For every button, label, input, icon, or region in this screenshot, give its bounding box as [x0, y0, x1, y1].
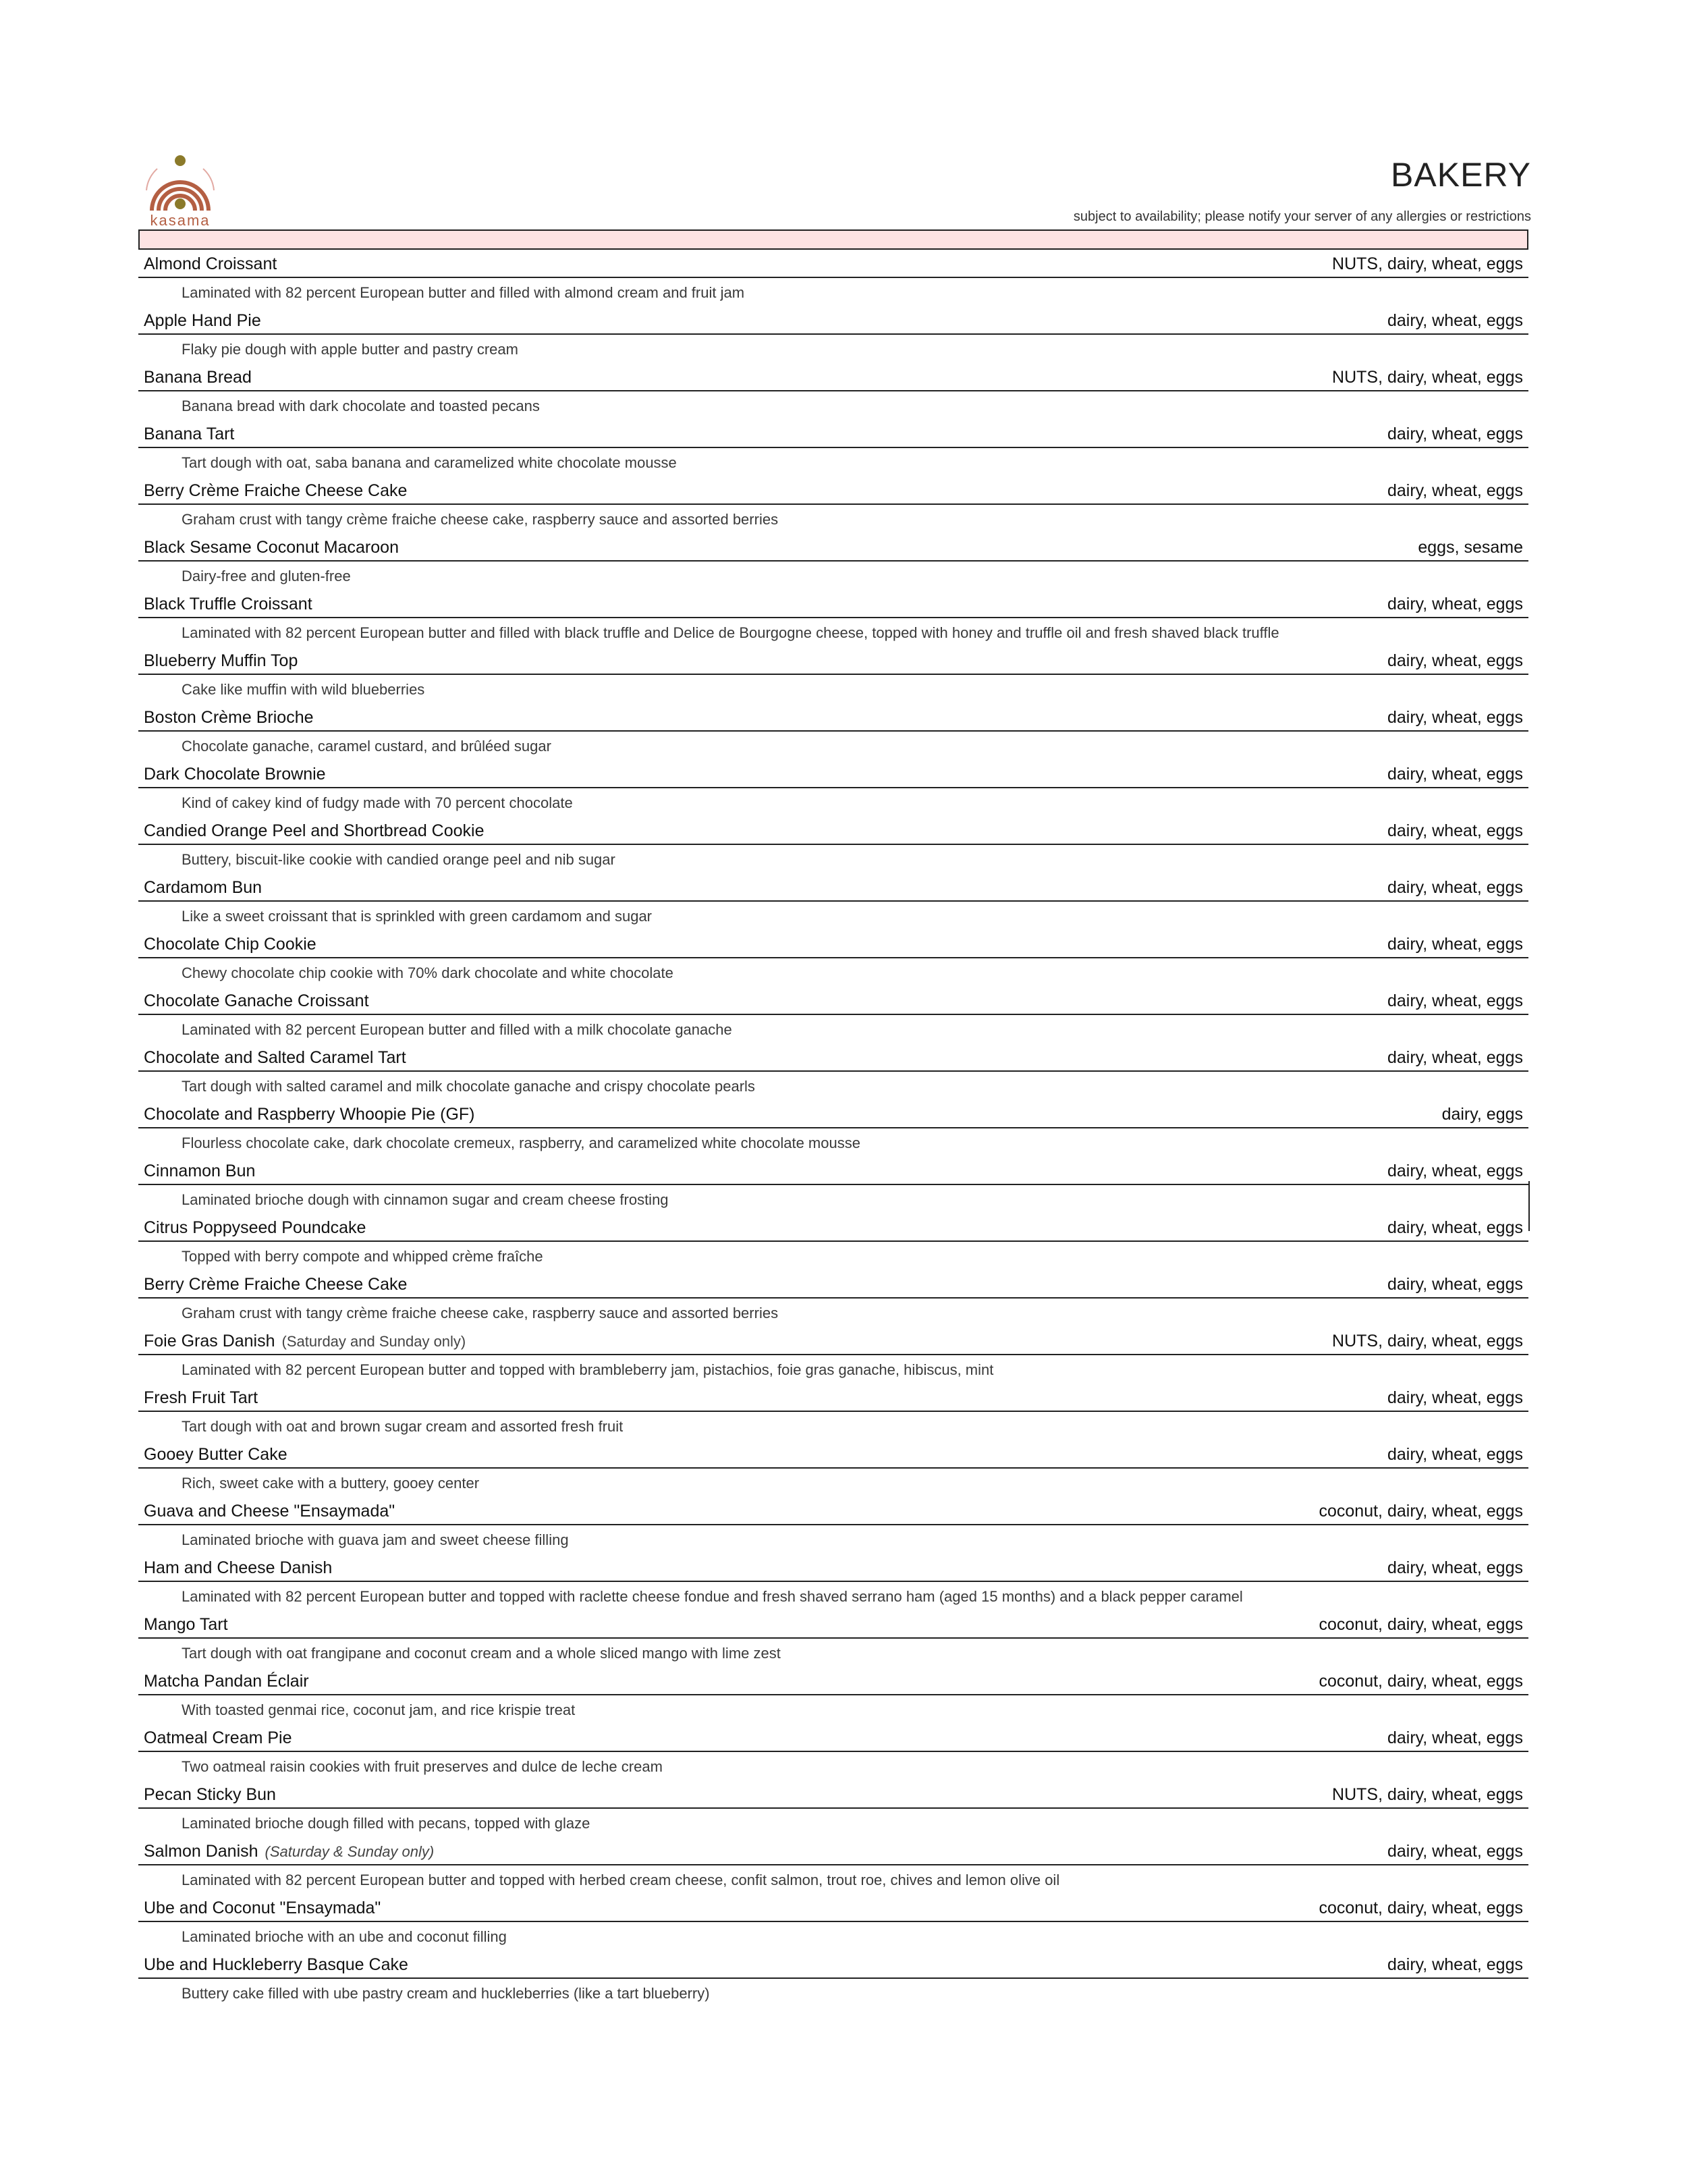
menu-item-title [144, 425, 234, 444]
menu-item-description: Two oatmeal raisin cookies with fruit preserves and dulce de leche cream [182, 1758, 663, 1775]
menu-item [138, 1612, 1528, 1668]
menu-item-name: Citrus Poppyseed Poundcake [144, 1218, 366, 1237]
menu-item-row [138, 1668, 1528, 1695]
page-title: BAKERY [1391, 156, 1531, 194]
menu-item-description: Like a sweet croissant that is sprinkled with green cardamom and sugar [182, 908, 653, 925]
menu-item-title [144, 368, 252, 387]
menu-item-title [144, 1672, 309, 1691]
rainbow-logo-icon [145, 150, 215, 212]
menu-item-row [138, 875, 1528, 902]
menu-item-name: Pecan Sticky Bun [144, 1784, 276, 1804]
menu-item-row [138, 1498, 1528, 1525]
menu-item-description: Laminated with 82 percent European butter and topped with herbed cream cheese, confit salmon, trout roe, chives and lemon olive oil [182, 1872, 1060, 1888]
menu-item-row [138, 1101, 1528, 1128]
menu-item-allergens: dairy, wheat, eggs [1387, 651, 1523, 670]
menu-item-allergens: coconut, dairy, wheat, eggs [1319, 1614, 1523, 1634]
menu-item [138, 1328, 1528, 1385]
menu-item [138, 705, 1528, 761]
menu-item-allergens: dairy, wheat, eggs [1387, 1047, 1523, 1067]
menu-item-name: Cinnamon Bun [144, 1161, 256, 1180]
menu-item [138, 1498, 1528, 1555]
menu-item-description: Banana bread with dark chocolate and toasted pecans [182, 398, 540, 414]
menu-item [138, 478, 1528, 535]
menu-item-row [138, 818, 1528, 845]
menu-item-title [144, 1502, 395, 1521]
menu-item-title [144, 1162, 255, 1181]
menu-item-row [138, 931, 1528, 958]
menu-item-row [138, 705, 1528, 732]
menu-item [138, 1555, 1528, 1612]
menu-item-name: Matcha Pandan Éclair [144, 1671, 309, 1691]
menu-item [138, 761, 1528, 818]
menu-item-allergens: dairy, wheat, eggs [1387, 1444, 1523, 1464]
menu-item-description: Tart dough with oat, saba banana and caramelized white chocolate mousse [182, 454, 677, 471]
menu-item-allergens: NUTS, dairy, wheat, eggs [1332, 367, 1523, 387]
menu-item-name: Guava and Cheese "Ensaymada" [144, 1501, 395, 1521]
menu-item [138, 1101, 1528, 1158]
menu-item-row [138, 1045, 1528, 1072]
menu-list [138, 251, 1528, 2009]
menu-item-row [138, 1215, 1528, 1242]
page-subtitle: subject to availability; please notify your server of any allergies or restrictions [1073, 209, 1531, 224]
menu-item [138, 1838, 1528, 1895]
menu-item-title [144, 991, 369, 1011]
menu-item-name: Chocolate and Salted Caramel Tart [144, 1047, 406, 1067]
menu-item-description: Buttery, biscuit-like cookie with candied orange peel and nib sugar [182, 851, 615, 868]
menu-item-allergens: dairy, wheat, eggs [1387, 1558, 1523, 1577]
menu-item-name: Berry Crème Fraiche Cheese Cake [144, 1274, 408, 1294]
menu-item-title [144, 1785, 276, 1805]
menu-item-description: Flourless chocolate cake, dark chocolate cremeux, raspberry, and caramelized white chocolate mousse [182, 1135, 860, 1151]
menu-item-title [144, 651, 298, 671]
menu-item-row [138, 988, 1528, 1015]
menu-item-title [144, 595, 312, 614]
menu-item-description: Laminated brioche with an ube and coconut filling [182, 1928, 507, 1945]
menu-item-title [144, 311, 261, 331]
menu-item [138, 1668, 1528, 1725]
menu-item-allergens: dairy, wheat, eggs [1387, 707, 1523, 727]
menu-item-row [138, 421, 1528, 448]
menu-item-allergens: dairy, wheat, eggs [1387, 821, 1523, 840]
menu-item-name: Dark Chocolate Brownie [144, 764, 326, 784]
menu-item-name: Candied Orange Peel and Shortbread Cookie [144, 821, 485, 840]
menu-item-description: Graham crust with tangy crème fraiche cheese cake, raspberry sauce and assorted berries [182, 1305, 779, 1321]
menu-item-description: Chewy chocolate chip cookie with 70% dark chocolate and white chocolate [182, 964, 673, 981]
menu-item-allergens: dairy, wheat, eggs [1387, 1274, 1523, 1294]
menu-item-description: Graham crust with tangy crème fraiche cheese cake, raspberry sauce and assorted berries [182, 511, 779, 528]
menu-item-name: Almond Croissant [144, 254, 277, 273]
menu-item-title [144, 878, 262, 898]
menu-item-description: Laminated brioche with guava jam and sweet cheese filling [182, 1531, 569, 1548]
menu-item-row [138, 1442, 1528, 1469]
menu-item-description: Flaky pie dough with apple butter and pastry cream [182, 341, 518, 358]
brand-name: kasama [150, 212, 211, 229]
menu-item-description: Tart dough with oat frangipane and coconut cream and a whole sliced mango with lime zest [182, 1645, 781, 1662]
menu-item-allergens: NUTS, dairy, wheat, eggs [1332, 1784, 1523, 1804]
menu-item-title [144, 1218, 366, 1238]
menu-item [138, 1895, 1528, 1952]
menu-item-name: Ham and Cheese Danish [144, 1558, 333, 1577]
menu-item-row [138, 1838, 1528, 1865]
menu-item [138, 1952, 1528, 2009]
menu-item-name: Oatmeal Cream Pie [144, 1728, 292, 1747]
menu-item-row [138, 1328, 1528, 1355]
menu-item-name: Chocolate Chip Cookie [144, 934, 316, 954]
menu-item [138, 1158, 1528, 1215]
menu-item-description: With toasted genmai rice, coconut jam, and rice krispie treat [182, 1701, 576, 1718]
menu-item-allergens: coconut, dairy, wheat, eggs [1319, 1501, 1523, 1521]
menu-item-description: Tart dough with salted caramel and milk chocolate ganache and crispy chocolate pearls [182, 1078, 755, 1095]
menu-item-allergens: dairy, wheat, eggs [1387, 1218, 1523, 1237]
menu-item-title [144, 1615, 228, 1635]
menu-item-row [138, 1895, 1528, 1922]
menu-item-title [144, 1899, 381, 1918]
menu-item-row [138, 1385, 1528, 1412]
menu-item-name: Fresh Fruit Tart [144, 1388, 258, 1407]
menu-item [138, 364, 1528, 421]
menu-item-description: Kind of cakey kind of fudgy made with 70 percent chocolate [182, 794, 573, 811]
menu-item-allergens: dairy, wheat, eggs [1387, 934, 1523, 954]
menu-item-allergens: dairy, wheat, eggs [1387, 481, 1523, 500]
menu-item [138, 875, 1528, 931]
menu-item-name: Cardamom Bun [144, 877, 262, 897]
menu-item-name: Berry Crème Fraiche Cheese Cake [144, 481, 408, 500]
menu-item-name: Chocolate Ganache Croissant [144, 991, 369, 1010]
menu-item-name: Ube and Huckleberry Basque Cake [144, 1955, 408, 1974]
menu-item-title [144, 1105, 475, 1124]
menu-item-description: Rich, sweet cake with a buttery, gooey center [182, 1475, 480, 1492]
menu-item-allergens: dairy, wheat, eggs [1387, 1728, 1523, 1747]
menu-item [138, 931, 1528, 988]
menu-item-row [138, 591, 1528, 618]
menu-item-description: Laminated with 82 percent European butter and filled with a milk chocolate ganache [182, 1021, 732, 1038]
menu-item-row [138, 1952, 1528, 1979]
menu-item-description: Cake like muffin with wild blueberries [182, 681, 425, 698]
menu-item-row [138, 1612, 1528, 1639]
menu-item-title [144, 1332, 466, 1351]
menu-item-description: Laminated with 82 percent European butter and topped with raclette cheese fondue and fresh shaved serrano ham (aged 15 months) and a black pepper caramel [182, 1588, 1243, 1605]
menu-item-row [138, 308, 1528, 335]
kasama-logo [145, 150, 215, 231]
menu-item-title [144, 1445, 287, 1465]
menu-item-description: Laminated with 82 percent European butter and topped with brambleberry jam, pistachios, foie gras ganache, hibiscus, mint [182, 1361, 994, 1378]
menu-item-row [138, 1555, 1528, 1582]
menu-item [138, 1442, 1528, 1498]
menu-item-description: Tart dough with oat and brown sugar cream and assorted fresh fruit [182, 1418, 624, 1435]
menu-item [138, 1045, 1528, 1101]
menu-item-row [138, 648, 1528, 675]
menu-item-description: Laminated brioche dough filled with pecans, topped with glaze [182, 1815, 590, 1832]
menu-item-row [138, 478, 1528, 505]
menu-item-title [144, 935, 316, 954]
menu-item [138, 988, 1528, 1045]
menu-item-row [138, 364, 1528, 391]
menu-item-title [144, 1842, 434, 1861]
menu-item-name: Chocolate and Raspberry Whoopie Pie (GF) [144, 1104, 475, 1124]
menu-item [138, 648, 1528, 705]
menu-item-description: Laminated with 82 percent European butter and filled with almond cream and fruit jam [182, 284, 745, 301]
menu-item-description: Laminated brioche dough with cinnamon sugar and cream cheese frosting [182, 1191, 669, 1208]
menu-item-allergens: dairy, wheat, eggs [1387, 1161, 1523, 1180]
menu-item [138, 1725, 1528, 1782]
menu-item-name: Banana Bread [144, 367, 252, 387]
menu-item [138, 818, 1528, 875]
menu-item-description: Dairy-free and gluten-free [182, 568, 351, 584]
menu-item-allergens: dairy, wheat, eggs [1387, 310, 1523, 330]
menu-item-row [138, 761, 1528, 788]
menu-item-title [144, 254, 277, 274]
menu-item-name: Apple Hand Pie [144, 310, 261, 330]
menu-item [138, 591, 1528, 648]
menu-item-name: Banana Tart [144, 424, 235, 443]
menu-item-row [138, 535, 1528, 562]
menu-item-allergens: dairy, eggs [1441, 1104, 1523, 1124]
menu-item-row [138, 251, 1528, 278]
menu-item-name: Ube and Coconut "Ensaymada" [144, 1898, 381, 1917]
menu-item-allergens: dairy, wheat, eggs [1387, 594, 1523, 613]
menu-item-title [144, 1388, 258, 1408]
menu-item-title [144, 481, 407, 501]
menu-item [138, 1782, 1528, 1838]
menu-item-row [138, 1272, 1528, 1299]
menu-item [138, 1385, 1528, 1442]
menu-item-name: Gooey Butter Cake [144, 1444, 287, 1464]
menu-item-title [144, 765, 326, 784]
menu-item-allergens: dairy, wheat, eggs [1387, 877, 1523, 897]
menu-item-availability-note: (Saturday and Sunday only) [281, 1332, 466, 1350]
menu-item-title [144, 1728, 292, 1748]
menu-item-name: Foie Gras Danish [144, 1331, 275, 1350]
menu-item-description: Topped with berry compote and whipped crème fraîche [182, 1248, 543, 1265]
header-band [138, 229, 1528, 250]
menu-item [138, 1272, 1528, 1328]
menu-item-title [144, 1048, 406, 1068]
menu-item-description: Laminated with 82 percent European butter and filled with black truffle and Delice de Bourgogne cheese, topped with honey and truffle oil and fresh shaved black truffle [182, 624, 1279, 641]
menu-item-row [138, 1725, 1528, 1752]
menu-item-allergens: dairy, wheat, eggs [1387, 1955, 1523, 1974]
menu-item-name: Blueberry Muffin Top [144, 651, 298, 670]
menu-item-allergens: dairy, wheat, eggs [1387, 424, 1523, 443]
menu-item-allergens: eggs, sesame [1418, 537, 1523, 557]
menu-item-row [138, 1158, 1528, 1185]
menu-item [138, 535, 1528, 591]
menu-item-allergens: dairy, wheat, eggs [1387, 991, 1523, 1010]
menu-item-allergens: coconut, dairy, wheat, eggs [1319, 1671, 1523, 1691]
menu-item-name: Salmon Danish [144, 1841, 258, 1861]
menu-item-allergens: NUTS, dairy, wheat, eggs [1332, 1331, 1523, 1350]
menu-item [138, 308, 1528, 364]
menu-item-description: Chocolate ganache, caramel custard, and brûléed sugar [182, 738, 551, 755]
menu-item-title [144, 821, 485, 841]
menu-item-title [144, 538, 399, 557]
menu-item-allergens: NUTS, dairy, wheat, eggs [1332, 254, 1523, 273]
divider-mark [1528, 1181, 1530, 1231]
menu-item-name: Mango Tart [144, 1614, 228, 1634]
menu-item-title [144, 1955, 408, 1975]
menu-item-name: Black Truffle Croissant [144, 594, 312, 613]
menu-item [138, 1215, 1528, 1272]
menu-item-allergens: dairy, wheat, eggs [1387, 1388, 1523, 1407]
menu-item-title [144, 1558, 332, 1578]
menu-item-availability-note: (Saturday & Sunday only) [265, 1842, 435, 1860]
menu-item-name: Black Sesame Coconut Macaroon [144, 537, 399, 557]
menu-item-allergens: coconut, dairy, wheat, eggs [1319, 1898, 1523, 1917]
menu-item [138, 421, 1528, 478]
menu-item-allergens: dairy, wheat, eggs [1387, 764, 1523, 784]
menu-item [138, 251, 1528, 308]
menu-item-title [144, 708, 314, 728]
menu-item-description: Buttery cake filled with ube pastry cream and huckleberries (like a tart blueberry) [182, 1985, 710, 2002]
menu-item-title [144, 1275, 407, 1294]
menu-item-row [138, 1782, 1528, 1809]
menu-item-name: Boston Crème Brioche [144, 707, 314, 727]
menu-item-allergens: dairy, wheat, eggs [1387, 1841, 1523, 1861]
